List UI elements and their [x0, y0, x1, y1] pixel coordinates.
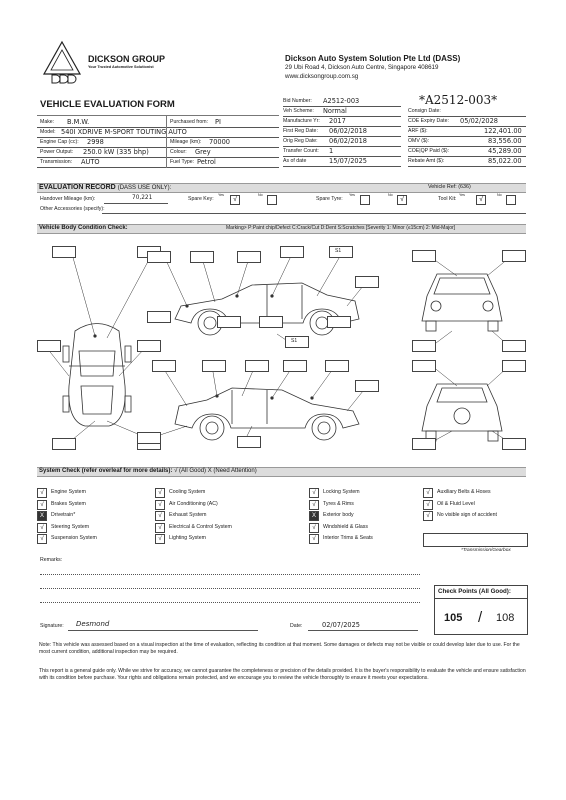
transfer-label: Transfer Count:: [283, 148, 319, 154]
transfer-value: 1: [329, 147, 334, 155]
system-check-label: Exterior body: [323, 512, 354, 518]
check-points-slash: /: [478, 609, 483, 626]
colour-value: Grey: [195, 148, 211, 156]
annotation-box[interactable]: [502, 360, 526, 372]
check-points-box: [434, 585, 528, 635]
annotation-box[interactable]: [147, 251, 171, 263]
model-label: Model:: [40, 129, 56, 135]
dickson-logo-icon: [42, 40, 82, 84]
check-points-label: Check Points (All Good):: [438, 588, 511, 595]
system-check-item: [37, 500, 157, 510]
spare-tyre-no-label: No: [388, 193, 393, 197]
spare-key-yes-label: Yes: [218, 193, 224, 197]
system-check-label: Lighting System: [169, 535, 206, 541]
system-check-footnote: *Transmission/Gearbox: [461, 548, 511, 553]
mileage-label: Mileage (km):: [170, 139, 202, 145]
annotation-box[interactable]: [412, 250, 436, 262]
system-check-label: Interior Trims & Seats: [323, 535, 373, 541]
system-check-mark-box[interactable]: √: [37, 500, 47, 510]
other-accessories-label: Other Accessories (specify):: [40, 206, 105, 212]
date-label: Date:: [290, 623, 303, 629]
system-check-label: Auxiliary Belts & Hoses: [437, 489, 491, 495]
annotation-box[interactable]: [283, 360, 307, 372]
annotation-box[interactable]: [259, 316, 283, 328]
annotation-box[interactable]: [325, 360, 349, 372]
system-check-label: Steering System: [51, 523, 90, 530]
orig-reg-value: 06/02/2018: [329, 137, 368, 145]
manu-label: Manufacture Yr:: [283, 118, 320, 124]
annotation-mark-s1: S1: [335, 248, 342, 254]
system-check-item: [37, 511, 157, 521]
system-check-mark-box[interactable]: √: [309, 500, 319, 510]
first-reg-value: 06/02/2018: [329, 127, 368, 135]
annotation-box[interactable]: [217, 316, 241, 328]
model-value: 540I XDRIVE M-SPORT TOUTING AUTO: [61, 128, 187, 136]
bid-label: Bid Number:: [283, 98, 312, 104]
system-check-mark-box[interactable]: √: [423, 511, 433, 521]
system-check-title: [39, 468, 257, 474]
make-value: B.M.W.: [67, 118, 90, 126]
bid-value: A2512-003: [323, 97, 360, 105]
system-check-mark-box[interactable]: √: [37, 523, 47, 533]
spare-key-no-label: No: [258, 193, 263, 197]
consign-label: Consign Date:: [408, 108, 441, 114]
transmission-label: Transmission:: [40, 159, 73, 165]
scheme-label: Veh Scheme:: [283, 108, 314, 114]
annotation-box[interactable]: [137, 340, 161, 352]
annotation-box[interactable]: [237, 251, 261, 263]
system-check-label: Exhaust System: [169, 512, 207, 518]
annotation-box[interactable]: [37, 340, 61, 352]
power-label: Power Output:: [40, 149, 74, 155]
system-check-mark-box[interactable]: √: [423, 500, 433, 510]
system-check-label: Suspension System: [51, 535, 97, 541]
annotation-box[interactable]: [355, 380, 379, 392]
spare-tyre-no-box[interactable]: √: [397, 195, 407, 205]
spare-key-yes-box[interactable]: √: [230, 195, 240, 205]
system-check-label: Air Conditioning (AC): [169, 500, 218, 507]
coe-paid-value: 45,289.00: [488, 147, 522, 155]
annotation-box[interactable]: [327, 316, 351, 328]
signature-value: Desmond: [76, 620, 110, 628]
system-check-label: Oil & Fluid Level: [437, 500, 475, 507]
system-check-item: [309, 488, 429, 498]
engine-value: 2998: [87, 138, 104, 146]
annotation-box-s1-top[interactable]: [329, 246, 353, 258]
system-check-item: [423, 500, 526, 510]
system-check-mark-box[interactable]: √: [155, 523, 165, 533]
vehicle-ref: Vehicle Ref: (636): [428, 184, 471, 190]
system-check-label: Engine System: [51, 489, 86, 495]
manu-value: 2017: [329, 117, 346, 125]
tool-kit-label: Tool Kit:: [438, 196, 457, 202]
scheme-value: Normal: [323, 107, 347, 115]
tool-kit-yes-label: Yes: [459, 193, 465, 197]
spare-key-label: Spare Key:: [188, 196, 214, 202]
system-check-item: [309, 534, 429, 544]
system-check-item: [309, 511, 429, 521]
logo-name: DICKSON GROUP: [88, 54, 166, 64]
company-website: www.dicksongroup.com.sg: [285, 73, 359, 80]
coe-paid-label: COE|QP Paid ($):: [408, 148, 450, 154]
system-check-mark-box[interactable]: √: [155, 511, 165, 521]
system-check-item: [37, 488, 157, 498]
remarks-label: Remarks:: [40, 557, 63, 563]
date-value: 02/07/2025: [322, 621, 361, 629]
spare-tyre-yes-label: Yes: [349, 193, 355, 197]
arf-label: ARF ($):: [408, 128, 428, 134]
form-title: VEHICLE EVALUATION FORM: [40, 99, 175, 110]
system-check-mark-box[interactable]: √: [155, 534, 165, 544]
annotation-box[interactable]: [147, 311, 171, 323]
system-check-item: [423, 488, 526, 498]
first-reg-label: First Reg Date:: [283, 128, 318, 134]
system-check-legend: √ (All Good) X (Need Attention): [174, 468, 257, 474]
arf-value: 122,401.00: [484, 127, 522, 135]
coe-expiry-value: 05/02/2028: [460, 117, 499, 125]
annotation-box[interactable]: [412, 438, 436, 450]
evaluation-title-text: EVALUATION RECORD: [39, 184, 116, 191]
system-check-mark-box[interactable]: √: [155, 500, 165, 510]
ref-stamp: *A2512-003*: [419, 93, 498, 107]
system-check-label: Cooling System: [169, 489, 206, 495]
vehicle-info-table: [37, 115, 279, 170]
diagram-area: [37, 236, 526, 460]
tool-kit-yes-box[interactable]: √: [476, 195, 486, 205]
omv-label: OMV ($):: [408, 138, 430, 144]
mileage-value: 70000: [209, 138, 230, 146]
system-check-mark-box[interactable]: √: [37, 488, 47, 498]
purchased-value: PI: [215, 118, 221, 126]
system-check-label: Brakes System: [51, 500, 86, 507]
transmission-value: AUTO: [81, 158, 100, 166]
annotation-box[interactable]: [245, 360, 269, 372]
fuel-value: Petrol: [197, 158, 216, 166]
evaluation-subtitle: (DASS USE ONLY):: [117, 185, 172, 191]
company-address: 29 Ubi Road 4, Dickson Auto Centre, Singapore 408619: [285, 64, 439, 71]
spare-tyre-label: Spare Tyre:: [316, 196, 343, 202]
system-check-label: Windshield & Glass: [323, 523, 368, 530]
annotation-box[interactable]: [502, 438, 526, 450]
rebate-label: Rebate Amt ($):: [408, 158, 445, 164]
system-check-mark-box[interactable]: X: [309, 511, 319, 521]
company-legal-name: Dickson Auto System Solution Pte Ltd (DASS): [285, 54, 461, 63]
registration-table: [283, 96, 403, 170]
tool-kit-no-label: No: [497, 193, 502, 197]
annotation-box-s1-side[interactable]: [285, 336, 309, 348]
rebate-value: 85,022.00: [488, 157, 522, 165]
handover-value: 70,221: [132, 195, 153, 201]
annotation-box[interactable]: [412, 360, 436, 372]
system-check-item: [423, 511, 526, 521]
system-check-label: Locking System: [323, 489, 360, 495]
handover-label: Handover Mileage (km):: [40, 196, 96, 202]
system-check-mark-box[interactable]: √: [423, 488, 433, 498]
spare-tyre-yes-box[interactable]: [360, 195, 370, 205]
annotation-box[interactable]: [412, 340, 436, 352]
system-check-mark-box[interactable]: √: [155, 488, 165, 498]
system-check-mark-box[interactable]: √: [309, 488, 319, 498]
system-check-mark-box[interactable]: X: [37, 511, 47, 521]
tool-kit-no-box[interactable]: [506, 195, 516, 205]
spare-key-no-box[interactable]: [267, 195, 277, 205]
logo-tagline: Your Trusted Automotive Solutionist: [88, 65, 154, 69]
orig-reg-label: Orig Reg Date:: [283, 138, 318, 144]
system-check-label: Tyres & Rims: [323, 500, 354, 507]
annotation-box[interactable]: [190, 251, 214, 263]
system-check-item: [37, 534, 157, 544]
asof-value: 15/07/2025: [329, 157, 368, 165]
system-check-title-text: System Check (refer overleaf for more details):: [39, 468, 173, 474]
annotation-box[interactable]: [52, 438, 76, 450]
engine-label: Engine Cap (cc):: [40, 139, 79, 145]
fuel-label: Fuel Type:: [170, 159, 195, 165]
financial-table: [408, 106, 526, 170]
signature-label: Signature:: [40, 623, 64, 629]
disclaimer-text: This report is a general guide only. While we strive for accuracy, we cannot guarantee the completeness or precision of the details provided. It is the buyer's responsibility to evaluate the vehicle and ensure satisfaction with its condition before purchase. Your rights and obligations remain protected, and we encourage you to review the vehicle thoroughly to ensure it meets your expectations.: [39, 668, 526, 682]
annotation-box[interactable]: [502, 340, 526, 352]
system-check-label: No visible sign of accident: [437, 512, 497, 518]
extra-check-box[interactable]: [423, 533, 528, 547]
colour-label: Colour:: [170, 149, 187, 155]
body-check-title: Vehicle Body Condition Check:: [39, 225, 128, 231]
check-points-good: 105: [444, 612, 463, 624]
system-check-item: [155, 523, 305, 533]
system-check-mark-box[interactable]: √: [37, 534, 47, 544]
annotation-box[interactable]: [137, 432, 161, 444]
coe-expiry-label: COE Expiry Date:: [408, 118, 449, 124]
system-check-item: [155, 500, 305, 510]
system-check-item: [37, 523, 157, 533]
annotation-box[interactable]: [152, 360, 176, 372]
annotation-box[interactable]: [202, 360, 226, 372]
annotation-box[interactable]: [280, 246, 304, 258]
power-value: 250.0 kW (335 bhp): [83, 148, 149, 156]
system-check-item: [309, 523, 429, 533]
annotation-mark-s1-side: S1: [291, 338, 298, 344]
system-check-label: Electrical & Control System: [169, 523, 232, 530]
pointer-lines: [37, 236, 526, 460]
annotation-box[interactable]: [237, 436, 261, 448]
make-label: Make:: [40, 119, 55, 125]
system-check-item: [155, 511, 305, 521]
evaluation-title: [39, 184, 171, 191]
note-text: Note: This vehicle was assessed based on a visual inspection at the time of evaluation, reflecting its condition at that moment. Some damages or defects may not be visible or could develop later due to use. For the most current condition, additional inspection may be required.: [39, 642, 520, 656]
purchased-label: Purchased from:: [170, 119, 209, 125]
check-points-total: 108: [496, 612, 515, 624]
system-check-label: Drivetrain*: [51, 512, 76, 518]
annotation-box[interactable]: [355, 276, 379, 288]
system-check-mark-box[interactable]: √: [309, 523, 319, 533]
omv-value: 83,556.00: [488, 137, 522, 145]
system-check-item: [309, 500, 429, 510]
annotation-box[interactable]: [52, 246, 76, 258]
body-check-legend: Marking> P:Paint chip/Defect C:Crack/Cut D:Dent S:Scratches [Severity 1: Minor (≤15cm) 2: Mid-Major]: [226, 225, 456, 231]
system-check-item: [155, 488, 305, 498]
asof-label: As of date: [283, 158, 307, 164]
system-check-mark-box[interactable]: √: [309, 534, 319, 544]
annotation-box[interactable]: [502, 250, 526, 262]
system-check-item: [155, 534, 305, 544]
